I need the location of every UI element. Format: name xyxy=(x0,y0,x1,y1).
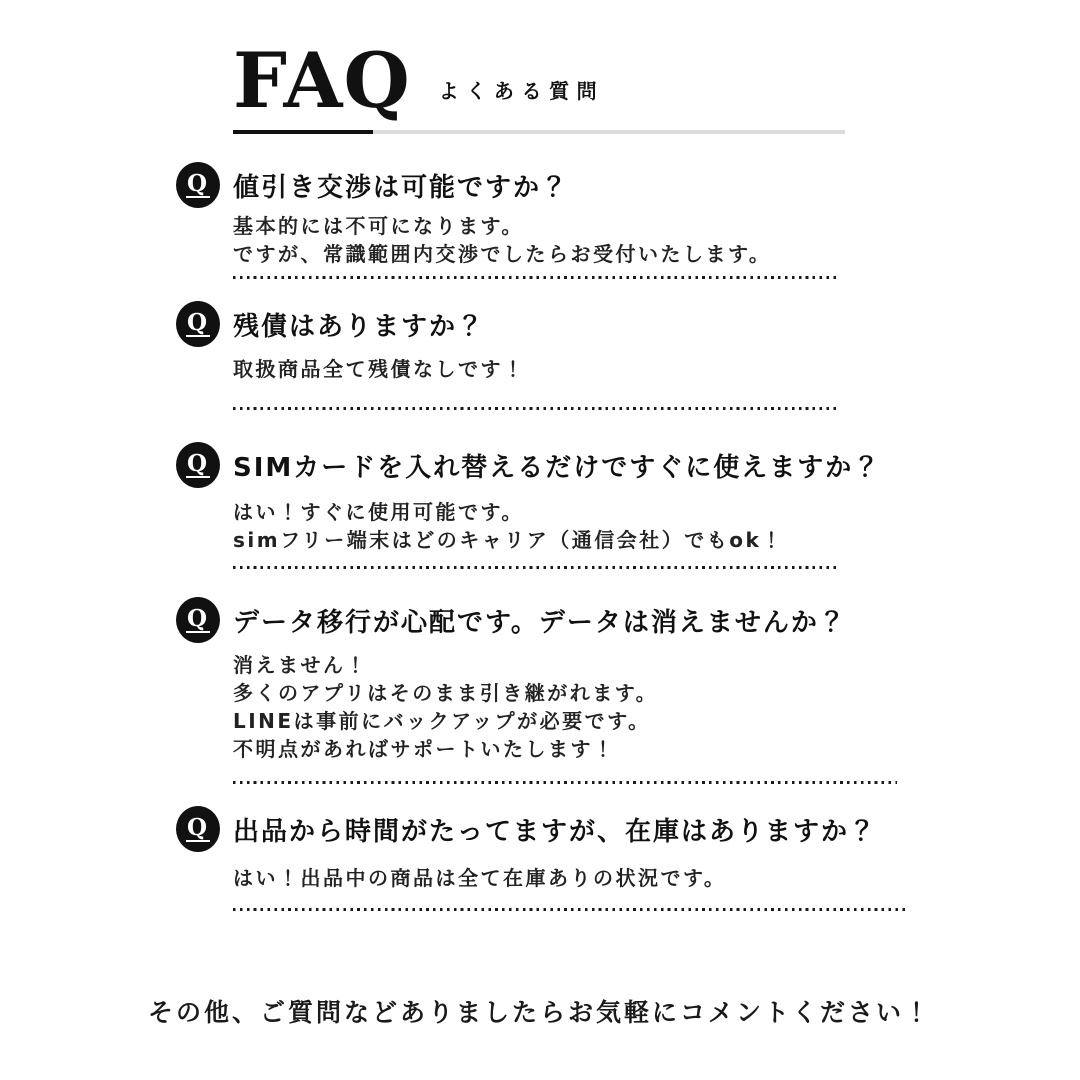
faq-answer-line: LINEは事前にバックアップが必要です。 xyxy=(233,709,651,734)
faq-answer-line: ですが、常識範囲内交渉でしたらお受付いたします。 xyxy=(233,242,772,267)
faq-answer-line: 消えません！ xyxy=(233,653,368,678)
faq-question: 値引き交渉は可能ですか？ xyxy=(233,172,570,203)
dotted-separator xyxy=(233,781,897,784)
faq-answers xyxy=(233,212,936,268)
page-subtitle: よくある質問 xyxy=(438,79,605,104)
faq-answer-line: 不明点があればサポートいたします！ xyxy=(233,737,616,762)
faq-answers xyxy=(233,864,936,892)
faq-answer-line: simフリー端末はどのキャリア（通信会社）でもok！ xyxy=(233,528,784,553)
header-rule-accent xyxy=(233,130,373,134)
faq-answer-line: 多くのアプリはそのまま引き継がれます。 xyxy=(233,681,659,706)
faq-item-4 xyxy=(176,597,936,784)
faq-question: SIMカードを入れ替えるだけですぐに使えますか？ xyxy=(233,452,882,483)
dotted-separator xyxy=(233,908,907,911)
dotted-separator xyxy=(233,276,838,279)
faq-item-5 xyxy=(176,806,936,911)
q-badge-icon: Q xyxy=(176,162,220,208)
footer-note: その他、ご質問などありましたらお気軽にコメントください！ xyxy=(147,998,932,1027)
faq-question: 残債はありますか？ xyxy=(233,311,486,342)
faq-answers xyxy=(233,498,936,554)
faq-answer-line: はい！出品中の商品は全て在庫ありの状況です。 xyxy=(233,866,727,891)
faq-answers xyxy=(233,355,936,383)
faq-answer-line: 基本的には不可になります。 xyxy=(233,214,524,239)
faq-answers xyxy=(233,651,936,763)
faq-item-3 xyxy=(176,442,936,569)
dotted-separator xyxy=(233,566,838,569)
faq-item-2 xyxy=(176,301,936,410)
q-badge-icon: Q xyxy=(176,806,220,852)
q-badge-icon: Q xyxy=(176,301,220,347)
faq-answer-line: 取扱商品全て残債なしです！ xyxy=(233,357,526,382)
faq-answer-line: はい！すぐに使用可能です。 xyxy=(233,500,524,525)
q-badge-icon: Q xyxy=(176,597,220,643)
dotted-separator xyxy=(233,407,838,410)
q-badge-icon: Q xyxy=(176,442,220,488)
header-rule xyxy=(233,130,845,134)
faq-item-1 xyxy=(176,162,936,279)
faq-header xyxy=(233,36,936,134)
faq-question: データ移行が心配です。データは消えませんか？ xyxy=(233,607,847,638)
faq-question: 出品から時間がたってますが、在庫はありますか？ xyxy=(233,816,878,847)
page-title: FAQ xyxy=(233,36,411,125)
